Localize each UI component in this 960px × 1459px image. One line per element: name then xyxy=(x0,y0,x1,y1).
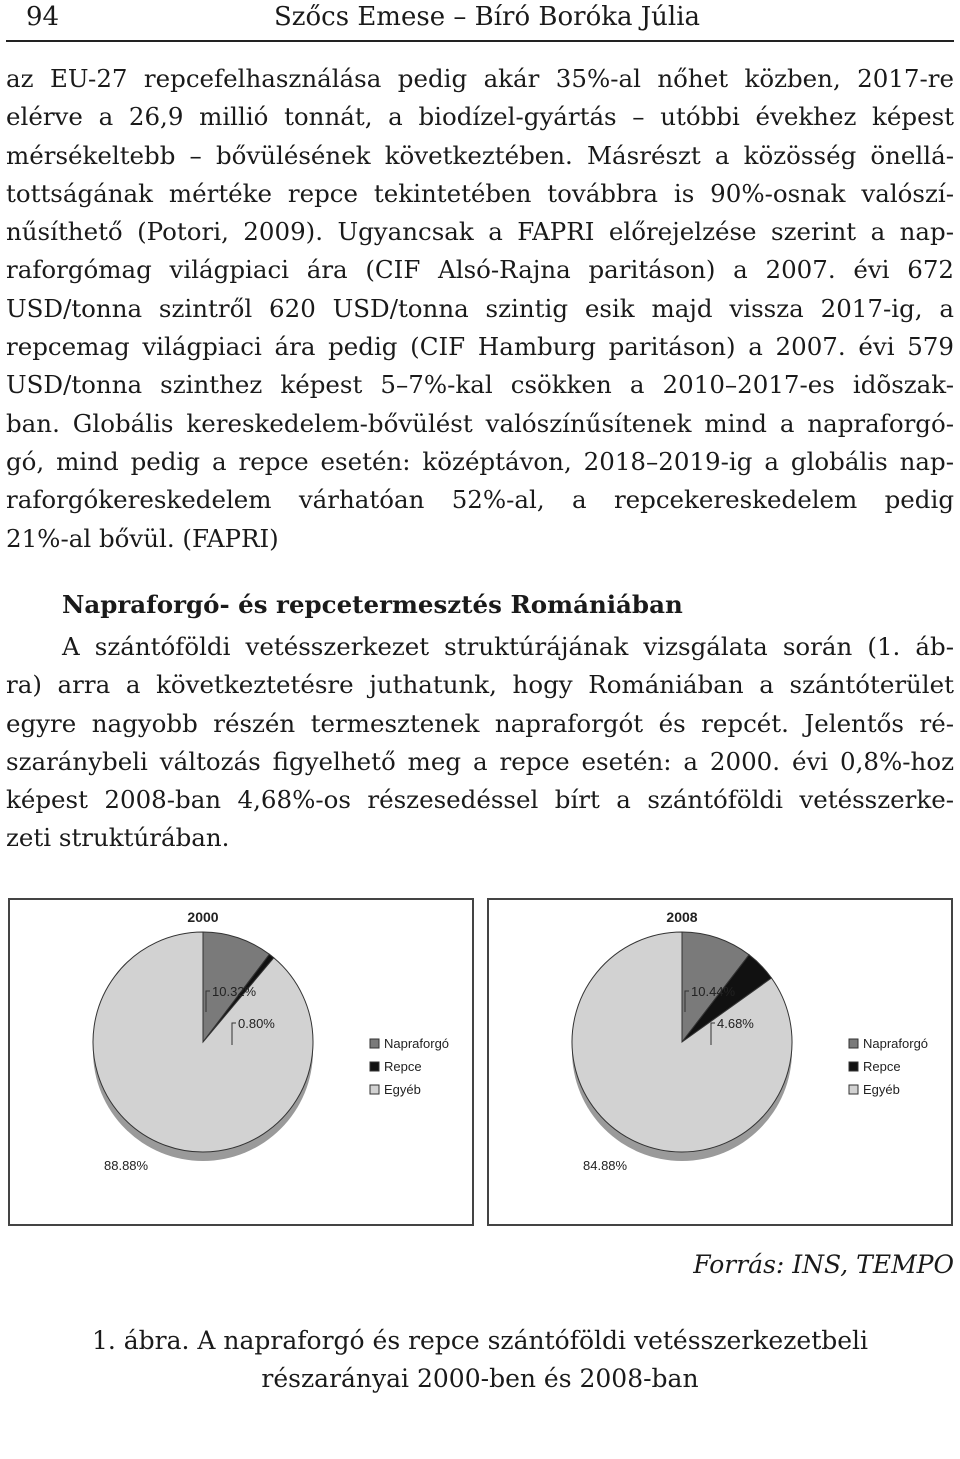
text-line: egyre nagyobb részén termesztenek napraforgót és repcét. Jelentős ré- xyxy=(6,708,954,738)
pie-chart-2000-svg xyxy=(10,900,472,1224)
legend-label: Repce xyxy=(863,1059,901,1074)
paragraph-1 xyxy=(6,60,954,558)
legend-label: Egyéb xyxy=(384,1082,421,1097)
text-line: tottságának mértéke repce tekintetében továbbra is 90%-osnak valószí- xyxy=(6,178,954,208)
page-number: 94 xyxy=(26,2,60,32)
text-line: gó, mind pedig a repce esetén: középtávon, 2018–2019-ig a globális nap- xyxy=(6,446,954,476)
page-header xyxy=(6,0,954,42)
paragraph-2 xyxy=(6,628,954,858)
text-line: az EU-27 repcefelhasználása pedig akár 35%-al nőhet közben, 2017-re xyxy=(6,64,954,93)
legend-label: Repce xyxy=(384,1059,422,1074)
legend-swatch xyxy=(370,1039,379,1048)
figure-source: Forrás: INS, TEMPO xyxy=(693,1250,954,1279)
text-line: ban. Globális kereskedelem-bővülést valószínűsítenek mind a napraforgó- xyxy=(6,408,954,438)
text-line: mérsékeltebb – bővülésének következtében. Másrészt a közösség önellá- xyxy=(6,140,954,170)
caption-line-1: 1. ábra. A napraforgó és repce szántóföldi vetésszerkezetbeli xyxy=(91,1326,869,1355)
text-line: képest 2008-ban 4,68%-os részesedéssel bírt a szántóföldi vetésszerke- xyxy=(6,785,954,815)
value-label: 0.80% xyxy=(238,1016,275,1031)
value-label: 10.44% xyxy=(691,984,736,999)
legend-swatch xyxy=(849,1039,858,1048)
value-label: 10.32% xyxy=(212,984,257,999)
chart-title: 2008 xyxy=(666,909,698,925)
text-line: USD/tonna szinthez képest 5–7%-kal csökken a 2010–2017-es idõszak- xyxy=(6,370,954,400)
legend-swatch xyxy=(849,1085,858,1094)
text-line: nűsíthető (Potori, 2009). Ugyancsak a FAPRI előrejelzése szerint a nap- xyxy=(6,217,954,247)
text-line: ra) arra a következtetésre juthatunk, hogy Romániában a szántóterület xyxy=(6,670,954,700)
text-line: elérve a 26,9 millió tonnát, a biodízel-gyártás – utóbbi évekhez képest xyxy=(6,102,954,132)
legend-label: Egyéb xyxy=(863,1082,900,1097)
text-line: szaránybeli változás figyelhető meg a repce esetén: a 2000. évi 0,8%-hoz xyxy=(6,746,954,776)
figure-caption xyxy=(0,1322,960,1398)
legend-label: Napraforgó xyxy=(384,1036,450,1051)
text-line: USD/tonna szintről 620 USD/tonna szintig esik majd vissza 2017-ig, a xyxy=(6,293,954,323)
legend-label: Napraforgó xyxy=(863,1036,929,1051)
pie-chart-2008-svg xyxy=(489,900,951,1224)
legend-swatch xyxy=(370,1085,379,1094)
pie-slice-egyéb xyxy=(93,932,313,1152)
text-line: raforgómag világpiaci ára (CIF Alsó-Rajna paritáson) a 2007. évi 672 xyxy=(6,255,954,285)
value-label: 88.88% xyxy=(104,1158,149,1173)
section-heading: Napraforgó- és repcetermesztés Romániában xyxy=(62,590,683,619)
caption-line-2: részarányai 2000-ben és 2008-ban xyxy=(261,1364,699,1393)
pie-chart-2008 xyxy=(487,898,953,1226)
text-line: 21%-al bővül. (FAPRI) xyxy=(6,523,279,553)
text-line: repcemag világpiaci ára pedig (CIF Hamburg paritáson) a 2007. évi 579 xyxy=(6,332,954,362)
value-label: 84.88% xyxy=(583,1158,628,1173)
running-head: Szőcs Emese – Bíró Boróka Júlia xyxy=(274,2,701,32)
legend-swatch xyxy=(849,1062,858,1071)
value-label: 4.68% xyxy=(717,1016,754,1031)
legend-swatch xyxy=(370,1062,379,1071)
text-line: A szántóföldi vetésszerkezet struktúrájának vizsgálata során (1. áb- xyxy=(62,632,954,661)
pie-chart-2000 xyxy=(8,898,474,1226)
chart-title: 2000 xyxy=(187,909,219,925)
text-line: zeti struktúrában. xyxy=(6,823,230,853)
text-line: raforgókereskedelem várhatóan 52%-al, a repcekereskedelem pedig xyxy=(6,485,954,515)
